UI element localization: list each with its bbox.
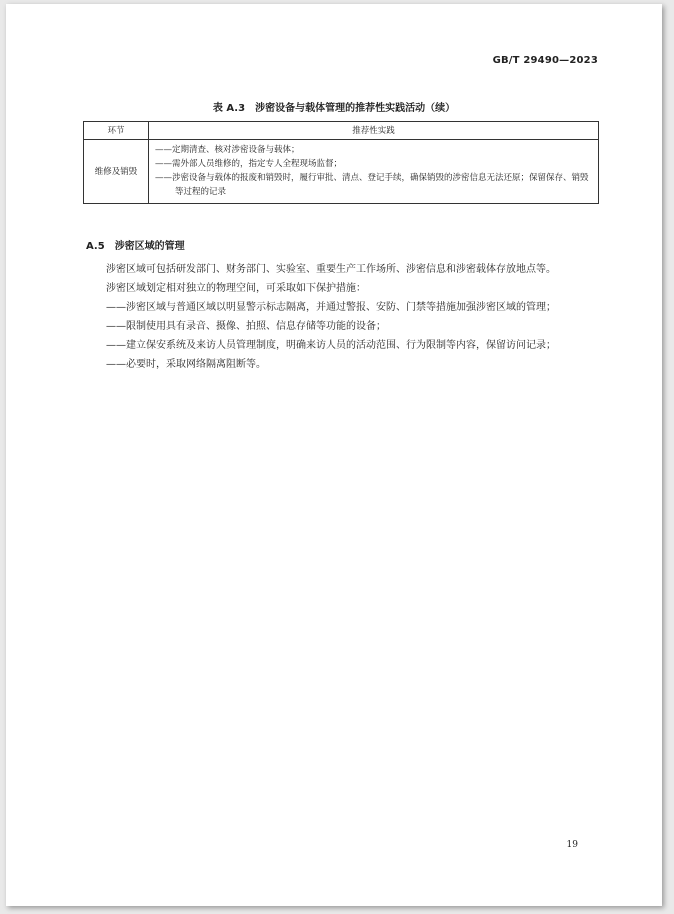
table-title: 表 A.3 涉密设备与载体管理的推荐性实践活动（续） (212, 103, 456, 114)
paragraph: 涉密区域可包括研发部门、财务部门、实验室、重要生产工作场所、涉密信息和涉密载体存放地点等。 (106, 264, 556, 275)
practice-item: ——定期清查、核对涉密设备与载体； (155, 145, 300, 155)
measure-item: ——限制使用具有录音、摄像、拍照、信息存储等功能的设备； (106, 321, 386, 332)
table-row (84, 140, 599, 204)
section-body (86, 260, 602, 374)
column-header-practice: 推荐性实践 (149, 122, 599, 140)
practice-cell (149, 140, 599, 204)
practice-table (83, 121, 599, 204)
practice-item: ——需外部人员维修的，指定专人全程现场监督； (155, 159, 343, 169)
table-header-row (84, 122, 599, 140)
measure-item: ——建立保安系统及来访人员管理制度，明确来访人员的活动范围、行为限制等内容，保留访问记录； (106, 340, 556, 351)
section-number: A.5 (86, 241, 105, 252)
stage-cell: 维修及销毁 (84, 140, 149, 204)
measure-item: ——涉密区域与普通区域以明显警示标志隔离，并通过警报、安防、门禁等措施加强涉密区域的管理； (106, 302, 556, 313)
standard-code: GB/T 29490—2023 (492, 55, 598, 66)
section-heading (86, 237, 185, 252)
paragraph: 涉密区域划定相对独立的物理空间，可采取如下保护措施： (106, 283, 366, 294)
section-title: 涉密区域的管理 (114, 241, 185, 252)
measure-item: ——必要时，采取网络隔离阻断等。 (106, 359, 266, 370)
document-page (6, 4, 662, 906)
column-header-stage: 环节 (84, 122, 149, 140)
practice-item: ——涉密设备与载体的报废和销毁时，履行审批、清点、登记手续，确保销毁的涉密信息无法还原；保留保存、销毁等过程的记录 (155, 173, 589, 197)
page-number: 19 (566, 840, 578, 850)
